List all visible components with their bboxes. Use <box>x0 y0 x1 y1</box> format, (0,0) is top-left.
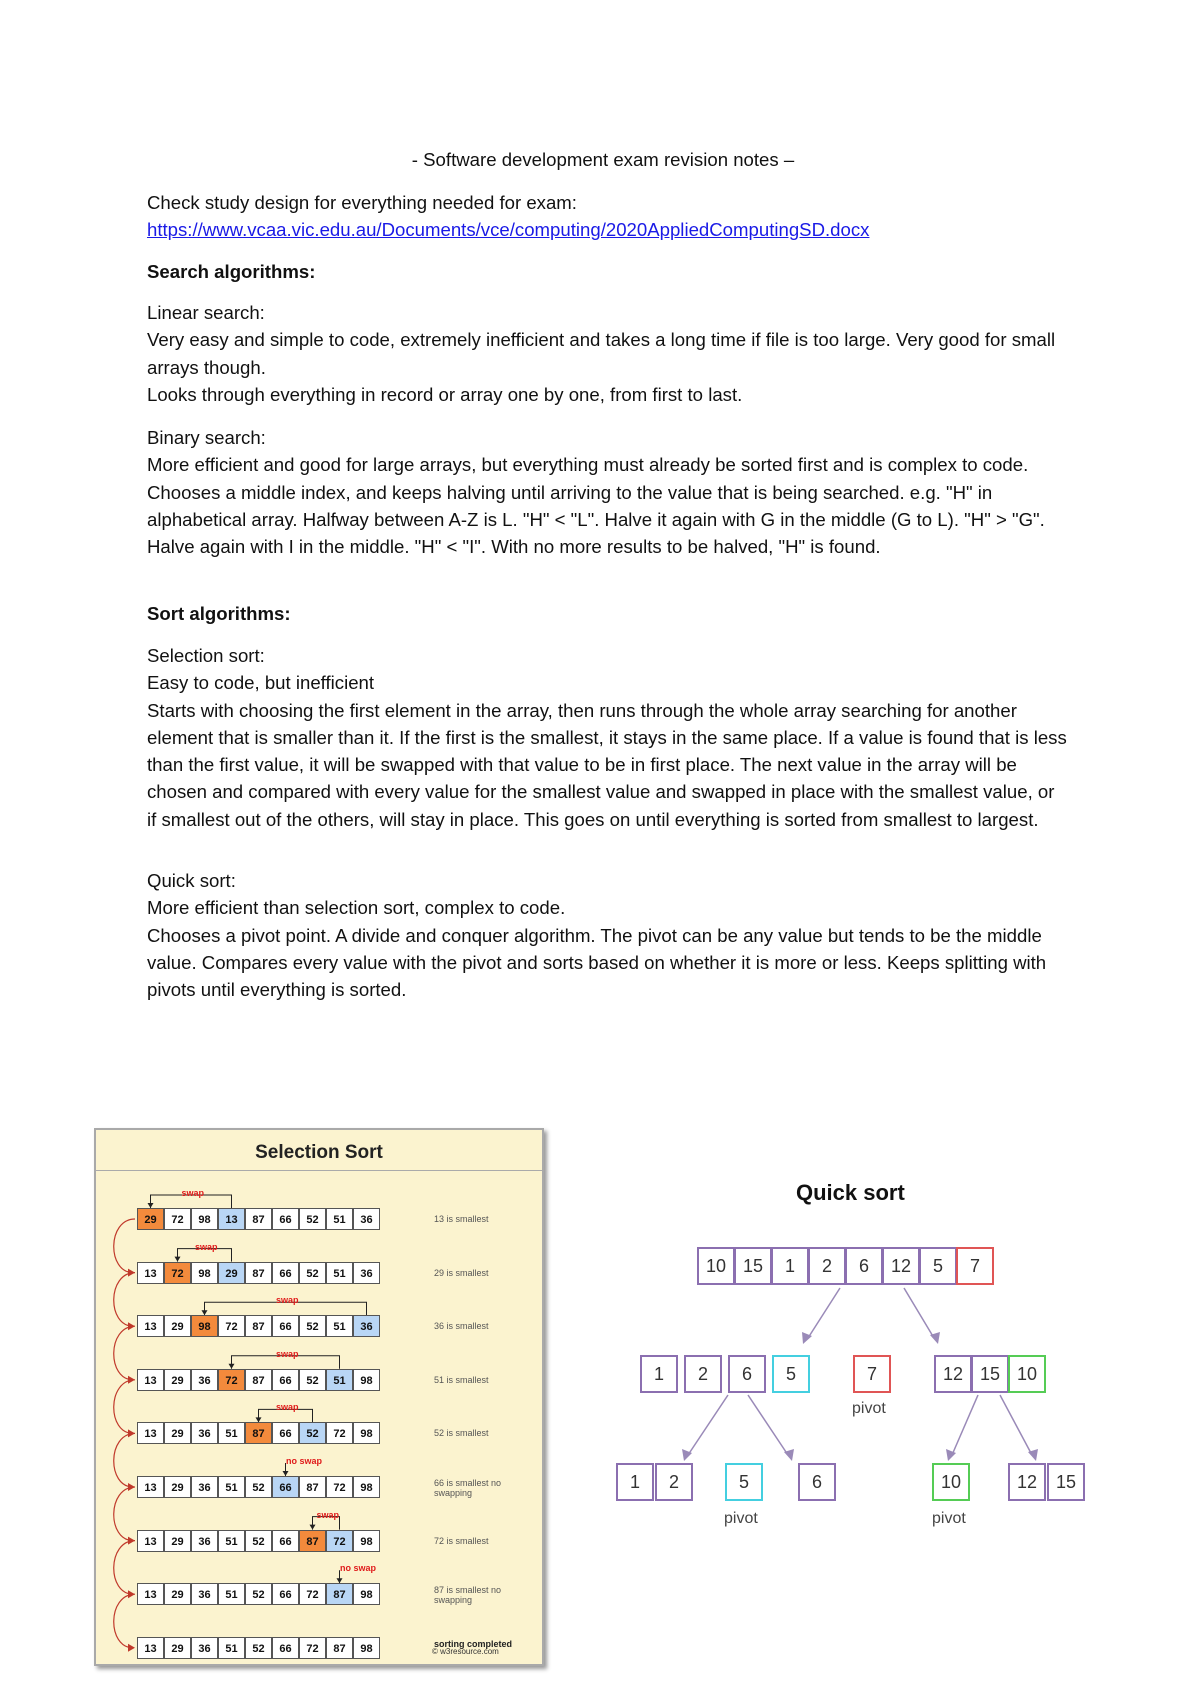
credit-text: © w3resource.com <box>432 1647 499 1656</box>
quick-p1: More efficient than selection sort, complex to code. <box>147 897 566 919</box>
array-cell: 87 <box>299 1476 326 1498</box>
swap-label: swap <box>316 1509 340 1520</box>
array-cell: 66 <box>272 1422 299 1444</box>
array-cell: 52 <box>245 1583 272 1605</box>
swap-label: swap <box>276 1348 299 1359</box>
array-cell: 87 <box>245 1422 272 1444</box>
binary-p2: Chooses a middle index, and keeps halving until arriving to the value that is being searched. e.g. "H" in alphabetical array. Halfway between A-Z is L. "H" < "L". Halve it again with G in the middle (G to L). "H" > "G". Halve again with I in the middle. "H" < "I". With no more results to be halved, "H" is found. <box>147 481 1045 558</box>
array-cell: 98 <box>353 1369 380 1391</box>
pivot-label: pivot <box>932 1510 966 1527</box>
array-cell: 13 <box>218 1208 245 1230</box>
quick-top-cell: 1 <box>771 1247 809 1285</box>
array-cell: 13 <box>137 1637 164 1659</box>
quick-left-cell: 6 <box>728 1355 766 1393</box>
array-cell: 72 <box>218 1315 245 1337</box>
quick-top-cell: 2 <box>808 1247 846 1285</box>
binary-p1: More efficient and good for large arrays, but everything must already be sorted first and is complex to code. <box>147 454 1029 476</box>
array-cell: 52 <box>245 1476 272 1498</box>
array-cell: 98 <box>353 1422 380 1444</box>
quick-right-cell: 15 <box>971 1355 1009 1393</box>
array-cell: 52 <box>245 1637 272 1659</box>
quick-bottom-cell: 2 <box>655 1463 693 1501</box>
array-cell: 72 <box>326 1476 353 1498</box>
step-note: 66 is smallest no swapping <box>434 1478 502 1498</box>
array-cell: 29 <box>218 1262 245 1284</box>
array-cell: 52 <box>245 1530 272 1552</box>
step-note: 36 is smallest <box>434 1321 489 1332</box>
array-cell: 29 <box>164 1315 191 1337</box>
swap-label: swap <box>276 1402 299 1413</box>
array-cell: 29 <box>164 1422 191 1444</box>
array-cell: 13 <box>137 1583 164 1605</box>
quick-top-cell: 7 <box>956 1247 994 1285</box>
quick-bottom-cell: 12 <box>1008 1463 1046 1501</box>
array-cell: 66 <box>272 1637 299 1659</box>
quick-left-cell: 5 <box>772 1355 810 1393</box>
array-cell: 36 <box>353 1315 380 1337</box>
array-cell: 51 <box>218 1637 245 1659</box>
array-cell: 98 <box>353 1637 380 1659</box>
search-heading: Search algorithms: <box>147 261 316 282</box>
quick-top-cell: 15 <box>734 1247 772 1285</box>
intro-line: Check study design for everything needed for exam: <box>147 192 577 213</box>
array-cell: 29 <box>164 1637 191 1659</box>
array-cell: 87 <box>245 1208 272 1230</box>
quick-top-cell: 12 <box>882 1247 920 1285</box>
array-cell: 98 <box>353 1476 380 1498</box>
swap-label: no swap <box>286 1456 323 1466</box>
array-cell: 98 <box>353 1583 380 1605</box>
array-cell: 72 <box>218 1369 245 1391</box>
array-cell: 72 <box>299 1637 326 1659</box>
array-cell: 98 <box>191 1315 218 1337</box>
array-cell: 51 <box>326 1262 353 1284</box>
swap-label: swap <box>276 1295 299 1306</box>
array-cell: 87 <box>245 1369 272 1391</box>
array-cell: 51 <box>326 1208 353 1230</box>
array-cell: 98 <box>191 1262 218 1284</box>
array-cell: 66 <box>272 1476 299 1498</box>
array-cell: 13 <box>137 1476 164 1498</box>
array-cell: 51 <box>218 1422 245 1444</box>
binary-title: Binary search: <box>147 427 266 448</box>
array-cell: 36 <box>191 1476 218 1498</box>
array-cell: 87 <box>326 1583 353 1605</box>
array-cell: 72 <box>164 1208 191 1230</box>
swap-label: no swap <box>340 1563 377 1574</box>
step-note: 29 is smallest <box>434 1267 489 1278</box>
selection-figure-title: Selection Sort <box>255 1142 383 1163</box>
quick-p2: Chooses a pivot point. A divide and conquer algorithm. The pivot can be any value but tends to be the middle value. Compares every value with the pivot and sorts based on whether it is more or less. Keeps splitting with pivots until everything is sorted. <box>147 924 1047 1001</box>
linear-title: Linear search: <box>147 302 265 323</box>
array-cell: 87 <box>245 1315 272 1337</box>
step-note: 51 is smallest <box>434 1374 489 1385</box>
array-cell: 66 <box>272 1208 299 1230</box>
step-note: sorting completed <box>434 1638 513 1649</box>
pivot-label: pivot <box>852 1400 886 1417</box>
array-cell: 52 <box>299 1315 326 1337</box>
array-cell: 52 <box>299 1262 326 1284</box>
array-cell: 13 <box>137 1369 164 1391</box>
array-cell: 36 <box>191 1637 218 1659</box>
array-cell: 72 <box>299 1583 326 1605</box>
array-cell: 66 <box>272 1369 299 1391</box>
array-cell: 36 <box>191 1369 218 1391</box>
array-cell: 52 <box>299 1422 326 1444</box>
step-note: 52 is smallest <box>434 1428 489 1439</box>
array-cell: 87 <box>245 1262 272 1284</box>
array-cell: 36 <box>191 1530 218 1552</box>
array-cell: 87 <box>326 1637 353 1659</box>
array-cell: 51 <box>326 1369 353 1391</box>
array-cell: 13 <box>137 1422 164 1444</box>
swap-label: swap <box>181 1188 205 1198</box>
array-cell: 36 <box>353 1262 380 1284</box>
quick-title: Quick sort: <box>147 870 236 891</box>
quick-bottom-pivot: 5 <box>725 1463 763 1501</box>
page-title: - Software development exam revision notes – <box>411 149 795 170</box>
quick-top-cell: 5 <box>919 1247 957 1285</box>
quick-right-cell: 10 <box>1008 1355 1046 1393</box>
array-cell: 36 <box>191 1583 218 1605</box>
array-cell: 51 <box>218 1530 245 1552</box>
study-design-link[interactable]: https://www.vcaa.vic.edu.au/Documents/vce/computing/2020AppliedComputingSD.docx <box>147 219 870 241</box>
quick-bottom-cell: 6 <box>798 1463 836 1501</box>
quick-top-cell: 6 <box>845 1247 883 1285</box>
array-cell: 29 <box>164 1476 191 1498</box>
array-cell: 66 <box>272 1530 299 1552</box>
selection-title: Selection sort: <box>147 645 265 666</box>
array-cell: 72 <box>326 1530 353 1552</box>
array-cell: 29 <box>164 1583 191 1605</box>
quick-figure-title: Quick sort <box>796 1180 905 1205</box>
pivot-label: pivot <box>724 1510 758 1527</box>
array-cell: 66 <box>272 1583 299 1605</box>
quick-bottom-cell: 1 <box>616 1463 654 1501</box>
array-cell: 52 <box>299 1369 326 1391</box>
quick-left-cell: 1 <box>640 1355 678 1393</box>
array-cell: 72 <box>164 1262 191 1284</box>
array-cell: 29 <box>137 1208 164 1230</box>
array-cell: 13 <box>137 1262 164 1284</box>
step-note: 87 is smallest no swapping <box>434 1585 502 1606</box>
array-cell: 13 <box>137 1315 164 1337</box>
linear-p1: Very easy and simple to code, extremely inefficient and takes a long time if file is too large. Very good for small arrays though. <box>147 329 1056 378</box>
quick-bottom-pivot: 10 <box>932 1463 970 1501</box>
selection-p2: Starts with choosing the first element in the array, then runs through the whole array searching for another element that is smaller than it. If the first is the smallest, it stays in the same place. If a value is found that is less than the first value, it will be swapped with that value to be in first place. The next value in the array will be chosen and compared with every value for the smallest value and swapped in place with the smallest value, or if smallest out of the others, will stay in place. This goes on until everything is sorted from smallest to largest. <box>147 699 1067 830</box>
array-cell: 36 <box>191 1422 218 1444</box>
array-cell: 66 <box>272 1315 299 1337</box>
quick-top-cell: 10 <box>697 1247 735 1285</box>
array-cell: 98 <box>353 1530 380 1552</box>
swap-label: swap <box>195 1241 218 1252</box>
array-cell: 36 <box>353 1208 380 1230</box>
sort-heading: Sort algorithms: <box>147 603 291 624</box>
selection-p1: Easy to code, but inefficient <box>147 672 375 694</box>
array-cell: 87 <box>299 1530 326 1552</box>
array-cell: 51 <box>218 1476 245 1498</box>
array-cell: 52 <box>299 1208 326 1230</box>
array-cell: 51 <box>218 1583 245 1605</box>
step-note: 13 is smallest <box>434 1214 489 1224</box>
array-cell: 66 <box>272 1262 299 1284</box>
quick-pivot-cell: 7 <box>853 1355 891 1393</box>
array-cell: 98 <box>191 1208 218 1230</box>
array-cell: 51 <box>326 1315 353 1337</box>
quick-right-cell: 12 <box>934 1355 972 1393</box>
step-note: 72 is smallest <box>434 1535 489 1546</box>
quick-left-cell: 2 <box>684 1355 722 1393</box>
array-cell: 29 <box>164 1369 191 1391</box>
array-cell: 72 <box>326 1422 353 1444</box>
array-cell: 13 <box>137 1530 164 1552</box>
quick-bottom-cell: 15 <box>1047 1463 1085 1501</box>
linear-p2: Looks through everything in record or array one by one, from first to last. <box>147 383 743 405</box>
array-cell: 29 <box>164 1530 191 1552</box>
